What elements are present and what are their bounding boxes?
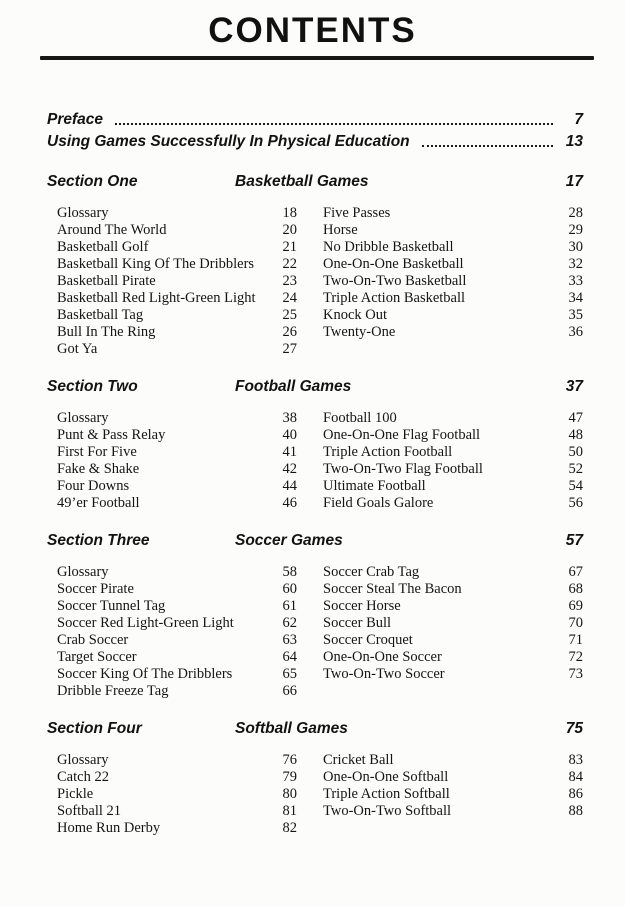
entry-page: 24 xyxy=(282,290,297,306)
entry-title: Glossary xyxy=(57,564,109,580)
frontmatter-page: 13 xyxy=(565,133,583,150)
column-gap xyxy=(297,222,323,239)
entry-title: Pickle xyxy=(57,786,94,802)
section-label: Section Three xyxy=(47,532,150,549)
entry-page: 63 xyxy=(282,632,297,648)
entry-page: 70 xyxy=(568,615,583,631)
entry-title: No Dribble Basketball xyxy=(323,239,454,255)
entry-page xyxy=(540,820,583,837)
entry-title: Got Ya xyxy=(57,341,98,357)
column-gap xyxy=(297,683,323,700)
entry-title: Basketball Red Light-Green Light xyxy=(57,290,256,306)
entry-title: Basketball King Of The Dribblers xyxy=(57,256,255,272)
entry-title: Triple Action Basketball xyxy=(323,290,466,306)
section-header xyxy=(47,532,583,549)
entry-page: 52 xyxy=(568,461,583,477)
entry-title: Soccer Bull xyxy=(323,615,392,631)
column-gap xyxy=(297,786,323,803)
column-gap xyxy=(297,290,323,307)
section-header xyxy=(47,173,583,190)
entry-title: Soccer King Of The Dribblers xyxy=(57,666,233,682)
section-label: Section Two xyxy=(47,378,138,395)
section-entries xyxy=(57,205,583,358)
entry-title: Crab Soccer xyxy=(57,632,129,648)
entry-title: Fake & Shake xyxy=(57,461,140,477)
entry-title xyxy=(323,683,540,700)
entry-page: 44 xyxy=(282,478,297,494)
entry-page: 73 xyxy=(568,666,583,682)
frontmatter-page: 7 xyxy=(574,111,583,128)
entry-page: 66 xyxy=(282,683,297,699)
column-gap xyxy=(297,410,323,427)
column-gap xyxy=(297,564,323,581)
dot-leader xyxy=(115,123,553,125)
entry-page: 71 xyxy=(568,632,583,648)
contents-page xyxy=(0,13,625,907)
column-gap xyxy=(297,273,323,290)
entry-title: Basketball Golf xyxy=(57,239,149,255)
entry-page: 62 xyxy=(282,615,297,631)
entry-page: 50 xyxy=(568,444,583,460)
entry-page: 25 xyxy=(282,307,297,323)
entry-page: 41 xyxy=(282,444,297,460)
entry-page: 46 xyxy=(282,495,297,511)
entry-title: Around The World xyxy=(57,222,167,238)
entry-page: 84 xyxy=(568,769,583,785)
entry-page: 21 xyxy=(282,239,297,255)
entry-title: Horse xyxy=(323,222,358,238)
column-gap xyxy=(297,478,323,495)
column-gap xyxy=(297,615,323,632)
entry-page: 58 xyxy=(282,564,297,580)
frontmatter-row xyxy=(47,109,583,131)
entry-title: Cricket Ball xyxy=(323,752,394,768)
entry-page: 61 xyxy=(282,598,297,614)
entry-page: 65 xyxy=(282,666,297,682)
entry-page: 47 xyxy=(568,410,583,426)
section-page: 17 xyxy=(565,173,583,190)
entry-title: Football 100 xyxy=(323,410,397,426)
entry-title: Glossary xyxy=(57,410,109,426)
page-title: CONTENTS xyxy=(208,11,417,50)
entry-title: Two-On-Two Flag Football xyxy=(323,461,483,477)
entry-page: 27 xyxy=(282,341,297,357)
entry-title: Glossary xyxy=(57,752,109,768)
section-label: Section Four xyxy=(47,720,142,737)
sections-container xyxy=(0,173,625,837)
section-header xyxy=(47,720,583,737)
entry-page: 22 xyxy=(282,256,297,272)
dot-leader xyxy=(422,145,553,147)
entry-page: 81 xyxy=(282,803,297,819)
column-gap xyxy=(297,324,323,341)
entry-title: Soccer Crab Tag xyxy=(323,564,420,580)
entry-page: 32 xyxy=(568,256,583,272)
section-entries xyxy=(57,752,583,837)
column-gap xyxy=(297,649,323,666)
entry-title: Five Passes xyxy=(323,205,391,221)
entry-title: Triple Action Football xyxy=(323,444,453,460)
entry-page: 38 xyxy=(282,410,297,426)
entry-title: Soccer Horse xyxy=(323,598,401,614)
entry-title: Ultimate Football xyxy=(323,478,426,494)
entry-page: 83 xyxy=(568,752,583,768)
entry-title xyxy=(323,341,540,358)
entry-title: Twenty-One xyxy=(323,324,396,340)
entry-title: One-On-One Flag Football xyxy=(323,427,481,443)
column-gap xyxy=(297,307,323,324)
frontmatter-row xyxy=(47,131,583,153)
entry-page: 64 xyxy=(282,649,297,665)
entry-title: Punt & Pass Relay xyxy=(57,427,166,443)
column-gap xyxy=(297,803,323,820)
section-page: 75 xyxy=(565,720,583,737)
column-gap xyxy=(297,427,323,444)
entry-page: 86 xyxy=(568,786,583,802)
entry-page: 54 xyxy=(568,478,583,494)
entry-title: Two-On-Two Basketball xyxy=(323,273,467,289)
entry-page: 82 xyxy=(282,820,297,836)
entry-page: 79 xyxy=(282,769,297,785)
entry-title: Glossary xyxy=(57,205,109,221)
entry-title: Basketball Pirate xyxy=(57,273,156,289)
section-title: Basketball Games xyxy=(235,173,369,190)
entry-title: Bull In The Ring xyxy=(57,324,156,340)
entry-title: Basketball Tag xyxy=(57,307,144,323)
entry-title: Soccer Steal The Bacon xyxy=(323,581,462,597)
section-header xyxy=(47,378,583,395)
frontmatter-label: Preface xyxy=(47,111,104,128)
entry-page: 68 xyxy=(568,581,583,597)
entry-page: 26 xyxy=(282,324,297,340)
entry-title: One-On-One Softball xyxy=(323,769,449,785)
column-gap xyxy=(297,205,323,222)
entry-title xyxy=(323,820,540,837)
entry-page: 34 xyxy=(568,290,583,306)
entry-page: 69 xyxy=(568,598,583,614)
column-gap xyxy=(297,769,323,786)
section-entries xyxy=(57,410,583,512)
column-gap xyxy=(297,256,323,273)
entry-page: 36 xyxy=(568,324,583,340)
column-gap xyxy=(297,752,323,769)
column-gap xyxy=(297,632,323,649)
entry-page: 42 xyxy=(282,461,297,477)
toc-section xyxy=(47,532,583,700)
entry-title: Target Soccer xyxy=(57,649,137,665)
column-gap xyxy=(297,666,323,683)
entry-page: 56 xyxy=(568,495,583,511)
column-gap xyxy=(297,444,323,461)
toc-section xyxy=(47,173,583,358)
entry-title: One-On-One Basketball xyxy=(323,256,464,272)
entry-page: 18 xyxy=(282,205,297,221)
entry-page: 33 xyxy=(568,273,583,289)
entry-title: Soccer Tunnel Tag xyxy=(57,598,166,614)
section-entries xyxy=(57,564,583,700)
column-gap xyxy=(297,239,323,256)
column-gap xyxy=(297,341,323,358)
entry-page: 88 xyxy=(568,803,583,819)
entry-page: 30 xyxy=(568,239,583,255)
entry-page: 72 xyxy=(568,649,583,665)
column-gap xyxy=(297,495,323,512)
entry-page xyxy=(540,341,583,358)
entry-page: 23 xyxy=(282,273,297,289)
section-title: Softball Games xyxy=(235,720,348,737)
entry-title: 49’er Football xyxy=(57,495,140,511)
column-gap xyxy=(297,581,323,598)
entry-page: 48 xyxy=(568,427,583,443)
column-gap xyxy=(297,461,323,478)
frontmatter-label: Using Games Successfully In Physical Education xyxy=(47,133,410,150)
entry-title: Softball 21 xyxy=(57,803,122,819)
section-label: Section One xyxy=(47,173,138,190)
column-gap xyxy=(297,820,323,837)
entry-title: One-On-One Soccer xyxy=(323,649,442,665)
entry-page: 76 xyxy=(282,752,297,768)
title-rule xyxy=(40,56,594,60)
entry-page xyxy=(540,683,583,700)
toc-section xyxy=(47,720,583,837)
entry-page: 67 xyxy=(568,564,583,580)
entry-page: 60 xyxy=(282,581,297,597)
entry-title: Knock Out xyxy=(323,307,388,323)
frontmatter-list xyxy=(47,109,583,153)
entry-page: 40 xyxy=(282,427,297,443)
entry-title: Soccer Red Light-Green Light xyxy=(57,615,234,631)
entry-title: Two-On-Two Soccer xyxy=(323,666,445,682)
section-title: Soccer Games xyxy=(235,532,343,549)
entry-page: 80 xyxy=(282,786,297,802)
column-gap xyxy=(297,598,323,615)
toc-section xyxy=(47,378,583,512)
entry-title: Soccer Croquet xyxy=(323,632,413,648)
section-page: 57 xyxy=(565,532,583,549)
entry-page: 35 xyxy=(568,307,583,323)
entry-title: Field Goals Galore xyxy=(323,495,434,511)
entry-title: Soccer Pirate xyxy=(57,581,134,597)
entry-page: 28 xyxy=(568,205,583,221)
entry-title: Home Run Derby xyxy=(57,820,161,836)
section-title: Football Games xyxy=(235,378,352,395)
section-page: 37 xyxy=(565,378,583,395)
entry-page: 29 xyxy=(568,222,583,238)
entry-title: Catch 22 xyxy=(57,769,109,785)
entry-title: First For Five xyxy=(57,444,137,460)
entry-page: 20 xyxy=(282,222,297,238)
entry-title: Four Downs xyxy=(57,478,130,494)
entry-title: Triple Action Softball xyxy=(323,786,450,802)
entry-title: Dribble Freeze Tag xyxy=(57,683,169,699)
entry-title: Two-On-Two Softball xyxy=(323,803,452,819)
